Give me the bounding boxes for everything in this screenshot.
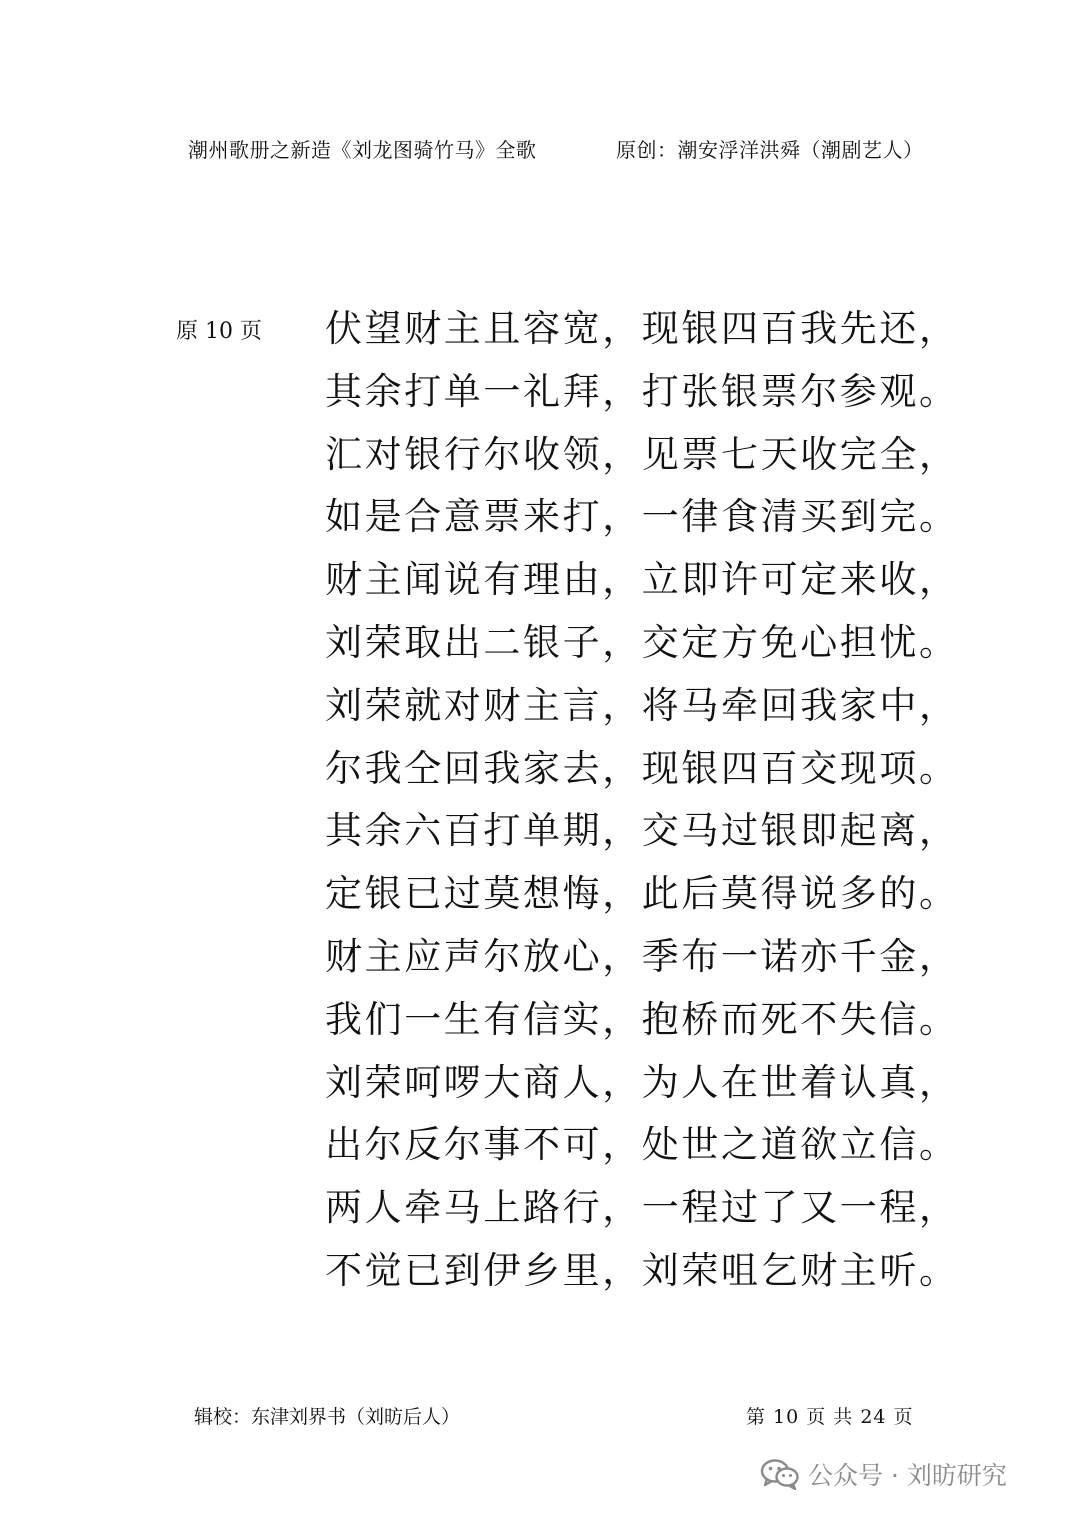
verse-line: 刘荣就对财主言，将马牵回我家中， (325, 683, 959, 727)
verse-line: 定银已过莫想悔，此后莫得说多的。 (325, 872, 959, 916)
wechat-icon (760, 1458, 800, 1490)
verse-line: 刘荣呵啰大商人，为人在世着认真， (325, 1060, 959, 1104)
verse-line: 我们一生有信实，抱桥而死不失信。 (325, 997, 959, 1041)
verse-block (325, 298, 959, 1303)
footer-page-info: 第 10 页 共 24 页 (746, 1406, 914, 1428)
header-author: 原创：潮安浮洋洪舜（潮剧艺人） (616, 138, 924, 162)
footer-editor: 辑校：东津刘界书（刘昉后人） (194, 1406, 461, 1428)
verse-line: 不觉已到伊乡里，刘荣咀乞财主听。 (325, 1248, 959, 1292)
verse-line: 汇对银行尔收领，见票七天收完全， (325, 432, 959, 476)
verse-line: 刘荣取出二银子，交定方免心担忧。 (325, 620, 959, 664)
watermark (760, 1456, 1007, 1492)
original-page-marker: 原 10 页 (176, 319, 262, 344)
watermark-text: 公众号 · 刘昉研究 (808, 1461, 1007, 1490)
verse-line: 尔我仝回我家去，现银四百交现项。 (325, 746, 959, 790)
verse-line: 财主闻说有理由，立即许可定来收， (325, 558, 959, 602)
verse-line: 伏望财主且容宽，现银四百我先还， (325, 307, 959, 350)
verse-line: 财主应声尔放心，季布一诺亦千金， (325, 934, 959, 978)
verse-line: 出尔反尔事不可，处世之道欲立信。 (325, 1123, 959, 1167)
verse-line: 其余六百打单期，交马过银即起离， (325, 809, 959, 853)
verse-line: 两人牵马上路行，一程过了又一程， (325, 1186, 959, 1230)
verse-line: 如是合意票来打，一律食清买到完。 (325, 495, 959, 539)
verse-line: 其余打单一礼拜，打张银票尔参观。 (325, 369, 959, 413)
header-title: 潮州歌册之新造《刘龙图骑竹马》全歌 (188, 138, 537, 162)
